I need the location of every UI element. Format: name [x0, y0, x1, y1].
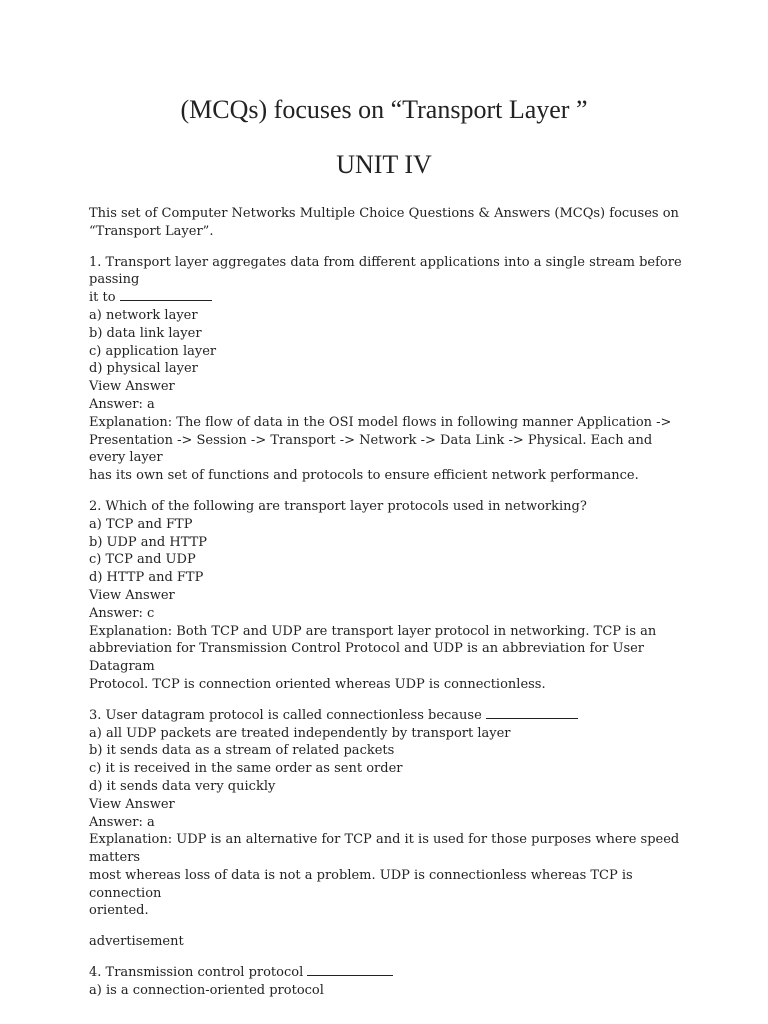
- explanation-line: Explanation: Both TCP and UDP are transport layer protocol in networking. TCP is an: [89, 623, 657, 639]
- explanation-line: has its own set of functions and protocols to ensure efficient network performance.: [89, 468, 639, 484]
- answer-blank: [120, 289, 212, 301]
- option-b: b) data link layer: [89, 325, 202, 341]
- advertisement-label: advertisement: [89, 934, 184, 950]
- option-d: d) it sends data very quickly: [89, 778, 276, 794]
- option-d: d) HTTP and FTP: [89, 570, 204, 586]
- option-d: d) physical layer: [89, 361, 198, 377]
- intro-line: “Transport Layer”.: [89, 223, 214, 239]
- explanation-line: Explanation: UDP is an alternative for TCP and it is used for those purposes where speed matters: [89, 832, 680, 866]
- explanation-line: oriented.: [89, 903, 149, 919]
- answer-blank: [307, 964, 393, 976]
- question-1: [89, 254, 689, 485]
- option-b: b) it sends data as a stream of related packets: [89, 743, 395, 759]
- explanation-line: Protocol. TCP is connection oriented whereas UDP is connectionless.: [89, 676, 546, 692]
- answer: Answer: a: [89, 396, 155, 412]
- intro-line: This set of Computer Networks Multiple Choice Questions & Answers (MCQs) focuses on: [89, 206, 679, 221]
- option-c: c) TCP and UDP: [89, 552, 196, 568]
- answer-blank: [486, 707, 578, 719]
- unit-heading: UNIT IV: [336, 150, 432, 179]
- option-a: a) is a connection-oriented protocol: [89, 982, 324, 998]
- question-text: it to: [89, 289, 689, 307]
- explanation-line: Explanation: The flow of data in the OSI model flows in following manner Application ->: [89, 414, 672, 430]
- answer: Answer: c: [89, 605, 155, 621]
- option-c: c) application layer: [89, 343, 217, 359]
- question-3: [89, 707, 689, 921]
- document-body: [89, 205, 689, 1000]
- answer: Answer: a: [89, 814, 155, 830]
- question-text: 4. Transmission control protocol: [89, 964, 689, 982]
- question-2: [89, 498, 689, 694]
- option-a: a) TCP and FTP: [89, 516, 193, 532]
- explanation-line: abbreviation for Transmission Control Protocol and UDP is an abbreviation for User Datagram: [89, 641, 645, 675]
- option-a: a) network layer: [89, 307, 198, 323]
- option-a: a) all UDP packets are treated independently by transport layer: [89, 725, 511, 741]
- view-answer-link[interactable]: View Answer: [89, 587, 175, 603]
- question-4: [89, 964, 689, 1000]
- explanation-line: Presentation -> Session -> Transport -> Network -> Data Link -> Physical. Each and every layer: [89, 432, 653, 466]
- question-text: 3. User datagram protocol is called connectionless because: [89, 707, 689, 725]
- question-text: 2. Which of the following are transport layer protocols used in networking?: [89, 498, 587, 514]
- option-c: c) it is received in the same order as sent order: [89, 761, 403, 777]
- view-answer-link[interactable]: View Answer: [89, 379, 175, 395]
- option-b: b) UDP and HTTP: [89, 534, 208, 550]
- page-title: (MCQs) focuses on “Transport Layer ”: [180, 95, 588, 124]
- question-text: 1. Transport layer aggregates data from different applications into a single stream before passing: [89, 254, 682, 288]
- view-answer-link[interactable]: View Answer: [89, 796, 175, 812]
- explanation-line: most whereas loss of data is not a problem. UDP is connectionless whereas TCP is connection: [89, 867, 633, 901]
